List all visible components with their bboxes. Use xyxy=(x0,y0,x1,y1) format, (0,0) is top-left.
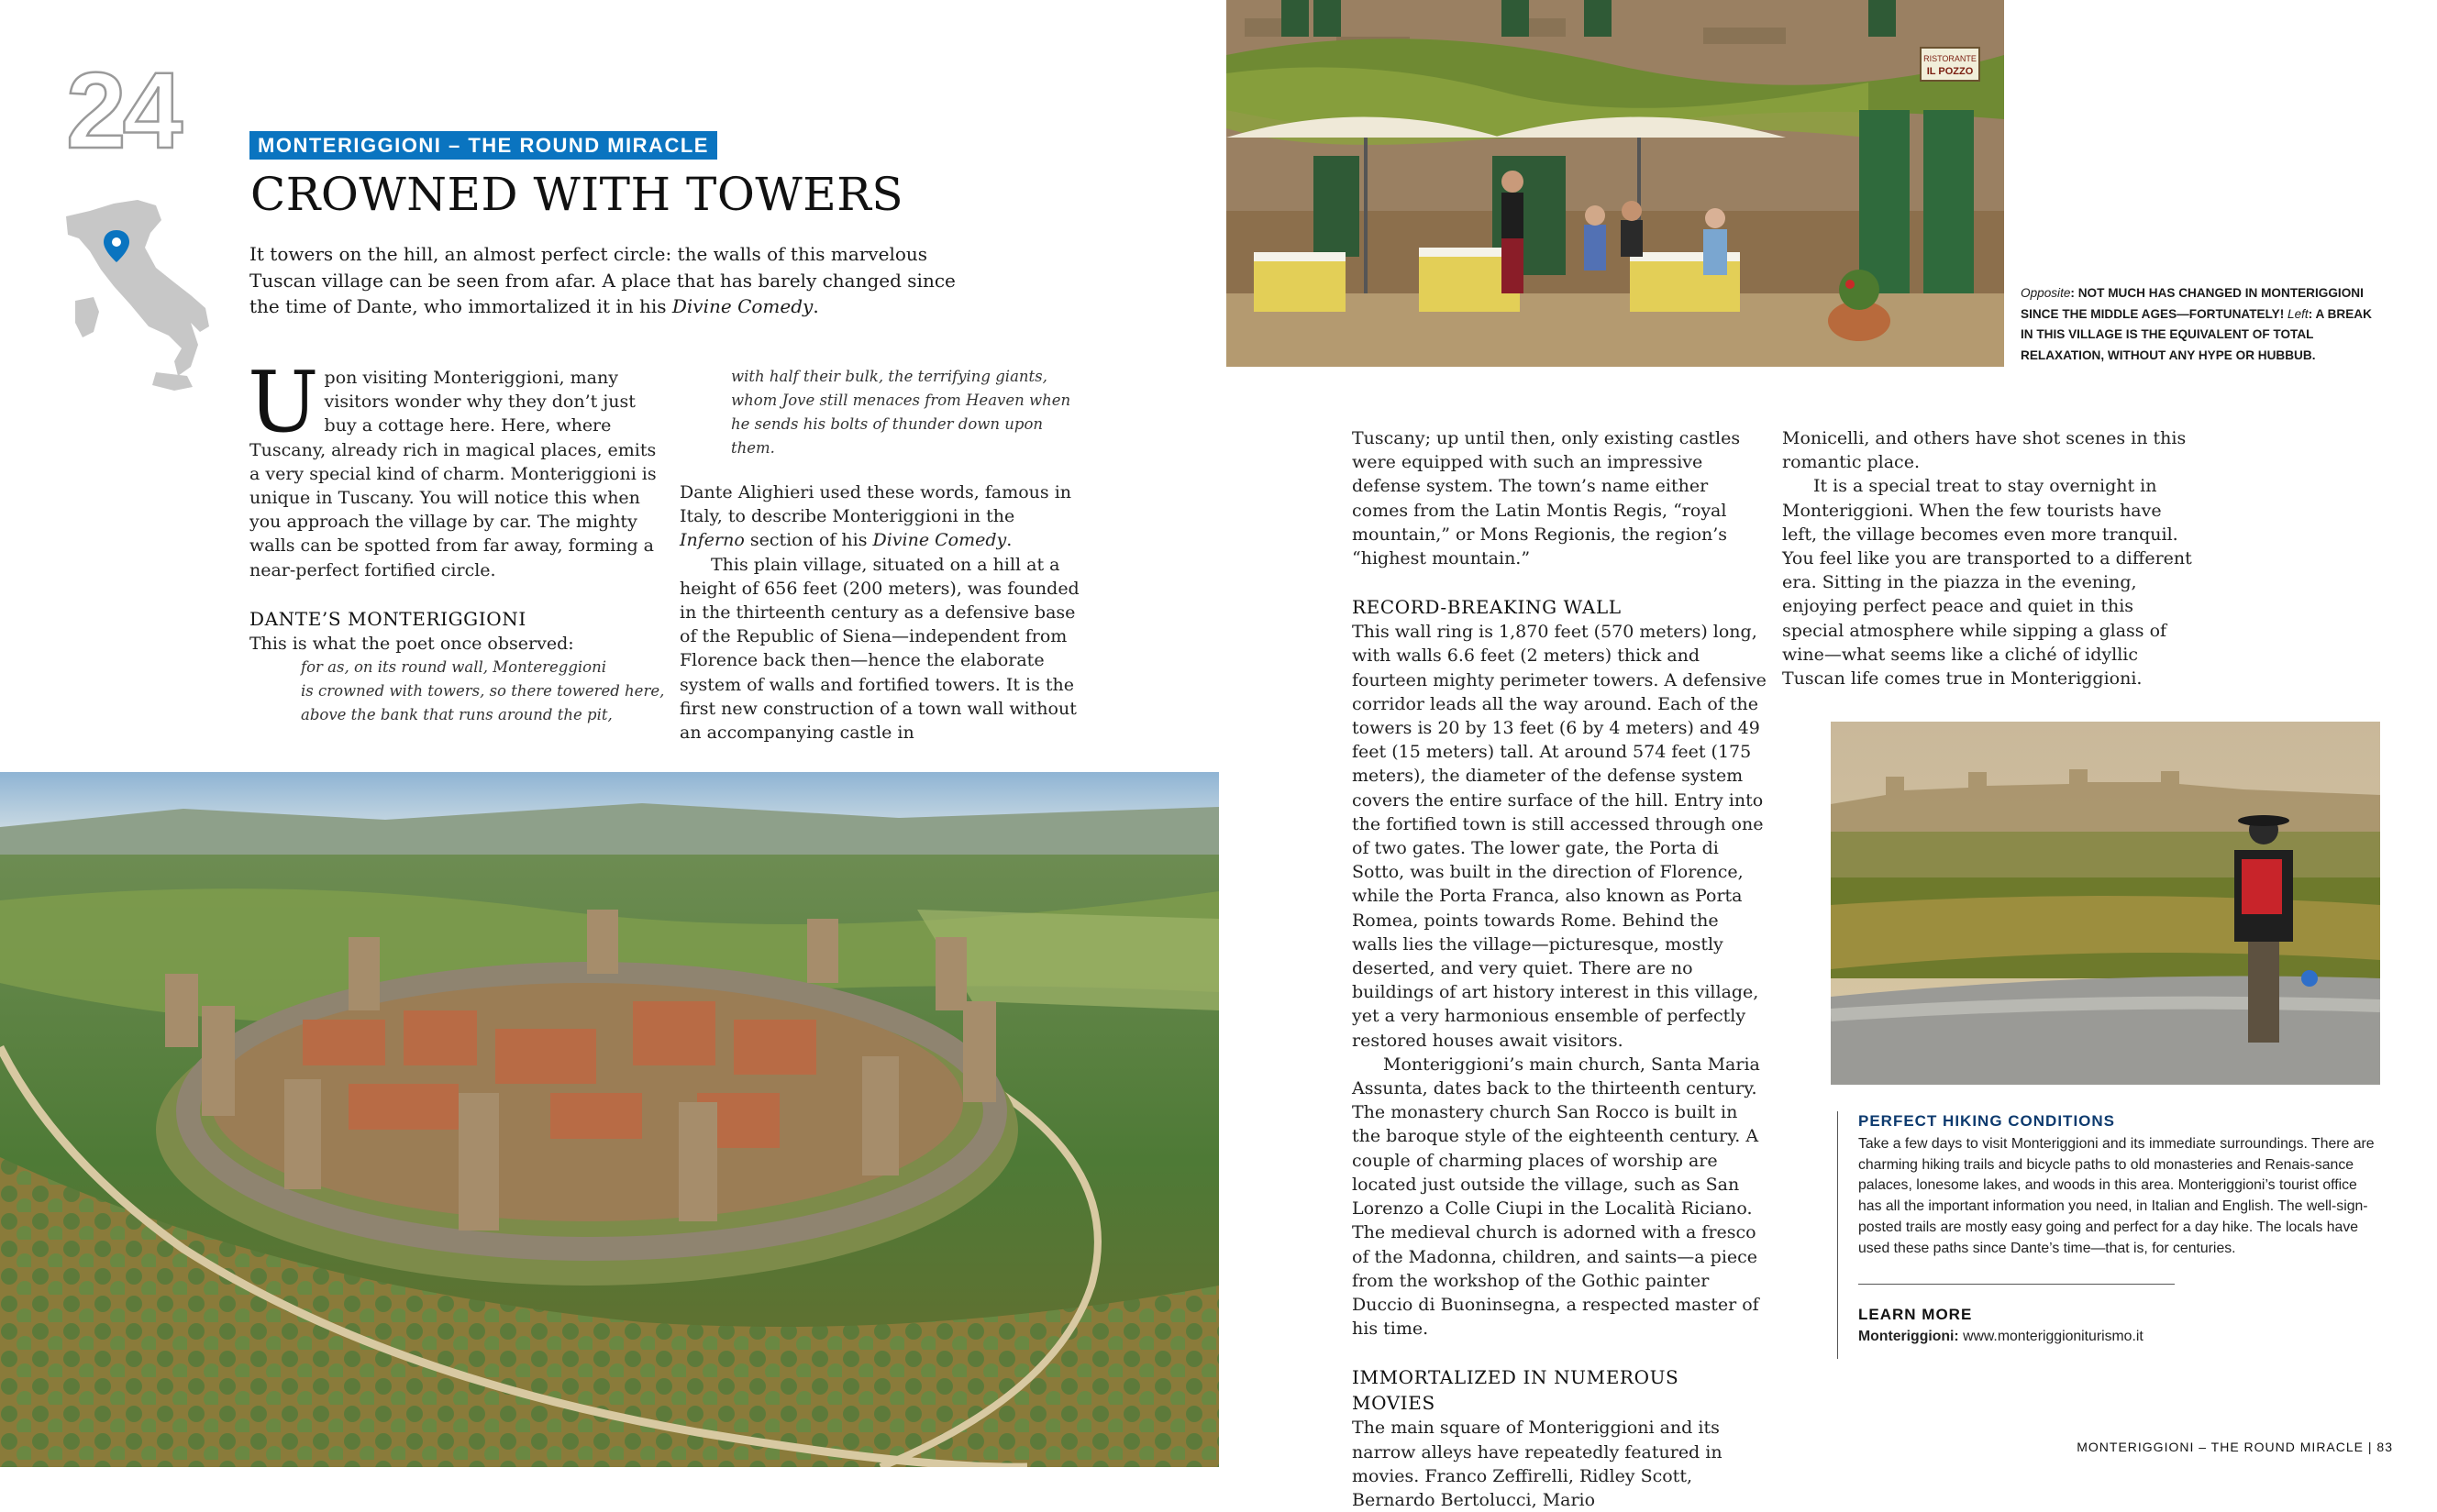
learn-more-heading: LEARN MORE xyxy=(1858,1305,1973,1323)
subheading-record-wall: RECORD-BREAKING WALL xyxy=(1352,596,1622,619)
tourism-website-link[interactable]: www.monteriggioniturismo.it xyxy=(1958,1329,2143,1345)
col3-paragraph-2: This wall ring is 1,870 feet (570 meters) long, with walls 6.6 feet (2 meters) thick and fourteen mighty perimeter towers. A defensive corridor leads all the way around. Each of the towers is 20 by 13 feet (6 by 4 meters) and 49 feet (15 meters) tall. At around 574 feet (175 meters), the diameter of the defense system covers the entire surface of the hill. Entry into the fortified town is still accessed through one of two gates. The lower gate, the Porta di Sotto, was built in the direction of Florence, while the Porta Franca, also known as Porta Romea, points towards Rome. Behind the walls lies the village—picturesque, mostly deserted, and very quiet. There are no buildings of art history interest in this village, yet a very harmonious ensemble of perfectly restored houses await visitors. xyxy=(1352,622,1767,1051)
poem-excerpt-2: with half their bulk, the terrifying giants, whom Jove still menaces from Heaven when he sends his bolts of thunder down upon them. xyxy=(731,368,1071,457)
col3-paragraph-1: Tuscany; up until then, only existing castles were equipped with such an impressive defense system. The town’s name either comes from the Latin Montis Regis, “royal mountain,” or Mons Regionis, the region’s “highest mountain.” xyxy=(1352,428,1741,569)
col3-paragraph-4: The main square of Monteriggioni and its narrow alleys have repeatedly featured in movies. Franco Zeffirelli, Ridley Scott, Bernardo Bertolucci, Mario xyxy=(1352,1418,1723,1510)
subheading-dante: DANTE’S MONTERIGGIONI xyxy=(249,607,526,630)
col1-paragraph-2: This is what the poet once observed: xyxy=(249,633,574,654)
subheading-movies: IMMORTALIZED IN NUMEROUS MOVIES xyxy=(1352,1366,1679,1415)
sidebar-heading: PERFECT HIKING CONDITIONS xyxy=(1858,1112,2116,1130)
restaurant-terrace-photo xyxy=(1226,0,2004,367)
col1-paragraph-1: pon visiting Monteriggioni, many visitors wonder why they don’t just buy a cottage here. Here, where Tuscany, already rich in magical places, emits a very special kind of charm. Monteriggioni is unique in Tuscany. You will notice this when you approach the village by car. The mighty walls can be spotted from far away, forming a near-perfect fortified circle. xyxy=(249,368,657,580)
intro-paragraph: It towers on the hill, an almost perfect circle: the walls of this marvelous Tuscan village can be seen from afar. A place that has barely changed since the time of Dante, who immortalized it in his Divine Comedy. xyxy=(249,243,956,317)
sidebar-divider xyxy=(1858,1284,2175,1285)
restaurant-sign-line-2: IL POZZO xyxy=(1926,66,1974,77)
text-column-1 xyxy=(248,353,668,727)
drop-cap: U xyxy=(248,353,319,451)
text-column-3 xyxy=(1352,426,1767,1512)
chapter-number: 24 xyxy=(66,50,180,171)
restaurant-sign-line-1: RISTORANTE xyxy=(1923,54,1977,63)
sidebar-text: Take a few days to visit Monteriggioni and its immediate surroundings. There are charming hiking trails and bicycle paths to old monasteries and Renais-sance palaces, lonesome lakes, and woods in this area. Monteriggioni’s tourist office has all the important information you need, in Italian and English. The well-sign-posted trails are mostly easy going and perfect for a day hike. The locals have used these paths since Dante’s time—that is, for centuries. xyxy=(1858,1135,2375,1256)
hiking-info-box xyxy=(1837,1111,2381,1359)
col2-paragraph-1: Dante Alighieri used these words, famous in Italy, to describe Monteriggioni in the Inferno section of his Divine Comedy. xyxy=(680,482,1072,551)
learn-more-link-line: Monteriggioni: www.monteriggioniturismo.it xyxy=(1858,1329,2143,1345)
col2-paragraph-2: This plain village, situated on a hill at a height of 656 feet (200 meters), was founded in the thirteenth century as a defensive base of the Republic of Siena—independent from Florence back then—hence the elaborate system of walls and fortified towers. It is the first new construction of a town wall without an accompanying castle in xyxy=(680,554,1080,744)
aerial-village-photo xyxy=(0,772,1219,1467)
page-title: CROWNED WITH TOWERS xyxy=(250,168,904,221)
section-kicker: MONTERIGGIONI – THE ROUND MIRACLE xyxy=(249,131,717,160)
poem-excerpt-1: for as, on its round wall, Montereggioni is crowned with towers, so there towered here, above the bank that runs around the pit, xyxy=(301,658,665,724)
photo-caption: Opposite: NOT MUCH HAS CHANGED IN MONTERIGGIONI SINCE THE MIDDLE AGES—FORTUNATELY! Left: A BREAK IN THIS VILLAGE IS THE EQUIVALENT OF TOTAL RELAXATION, WITHOUT ANY HYPE OR HUBBUB. xyxy=(2021,286,2372,362)
page-footer: MONTERIGGIONI – THE ROUND MIRACLE | 83 xyxy=(2077,1440,2393,1454)
italy-map-icon xyxy=(53,193,227,394)
col4-paragraph-1: Monicelli, and others have shot scenes in this romantic place. xyxy=(1782,428,2187,473)
col3-paragraph-3: Monteriggioni’s main church, Santa Maria Assunta, dates back to the thirteenth century. The monastery church San Rocco is built in the baroque style of the eighteenth century. A couple of charming places of worship are located just outside the village, such as San Lorenzo a Colle Ciupi in the Località Riciano. The medieval church is adorned with a fresco of the Madonna, children, and saints—a piece from the workshop of the Gothic painter Duccio di Buoninsegna, a respected master of his time. xyxy=(1352,1054,1760,1340)
text-column-4 xyxy=(1782,426,2197,690)
hiker-photo xyxy=(1831,722,2380,1085)
text-column-2 xyxy=(680,365,1080,745)
col4-paragraph-2: It is a special treat to stay overnight in Monteriggioni. When the few tourists have left, the village becomes even more tranquil. You feel like you are transported to a different era. Sitting in the piazza in the evening, enjoying perfect peace and quiet in this special atmosphere while sipping a glass of wine—what seems like a cliché of idyllic Tuscan life comes true in Monteriggioni. xyxy=(1782,476,2192,690)
